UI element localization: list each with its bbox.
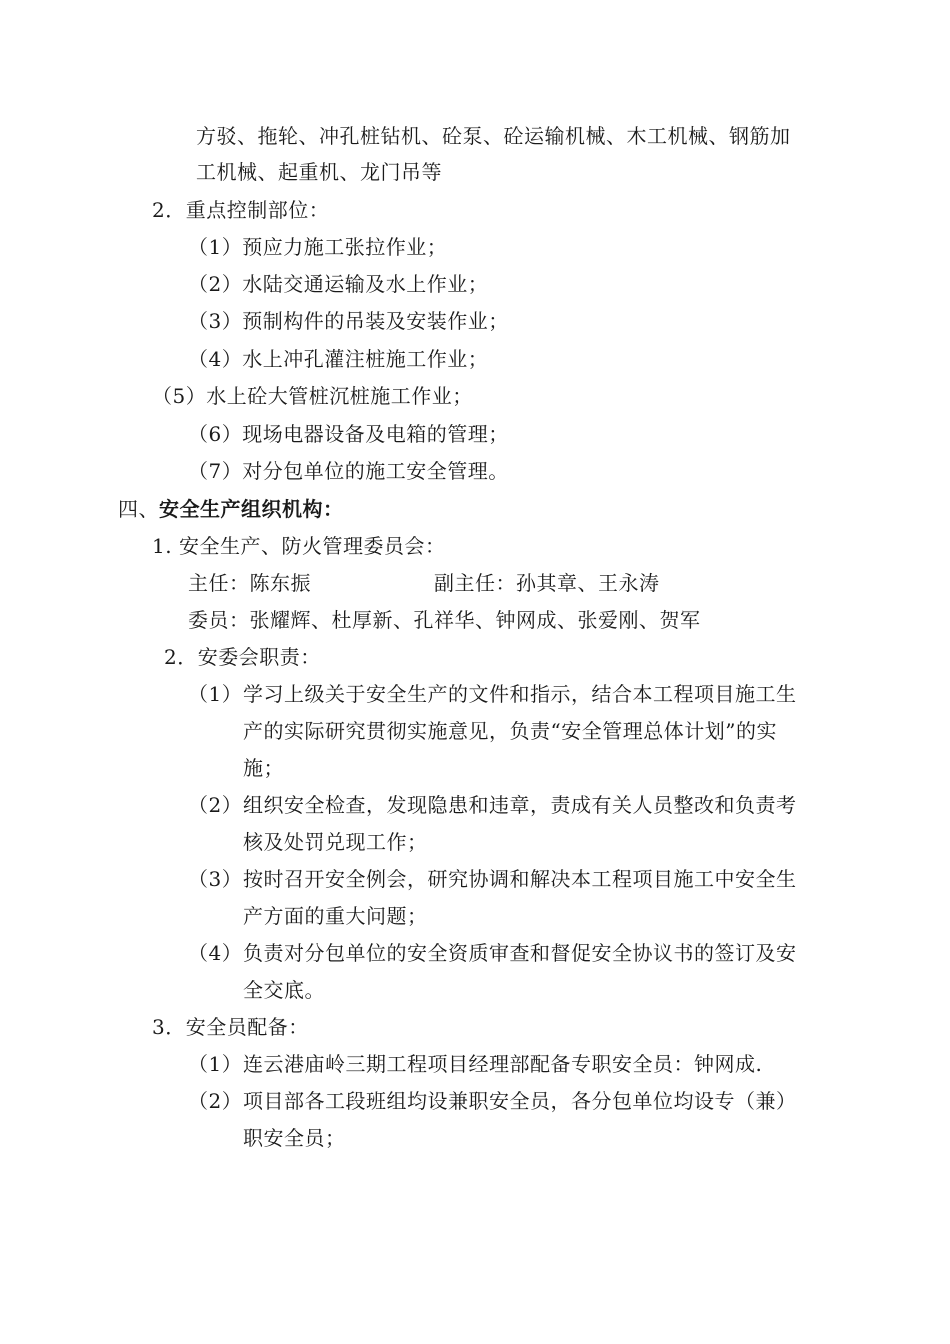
duty-item-text: 施；: [243, 756, 284, 780]
chapter-number: 四、: [118, 497, 159, 521]
officers-heading: 3．安全员配备：: [152, 1015, 309, 1039]
body-text-line: 方驳、拖轮、冲孔桩钻机、砼泵、砼运输机械、木工机械、钢筋加: [196, 124, 791, 148]
duty-item-number: （2）: [188, 793, 243, 817]
duty-item-text: 负责对分包单位的安全资质审查和督促安全协议书的签订及安: [243, 941, 797, 965]
committee-director: 主任：陈东振: [188, 571, 311, 595]
list-item: （1）预应力施工张拉作业；: [188, 235, 448, 259]
list-item: （2）水陆交通运输及水上作业；: [188, 272, 489, 296]
committee-deputy-director: 副主任：孙其章、王永涛: [434, 571, 660, 595]
officer-item-text: 项目部各工段班组均设兼职安全员，各分包单位均设专（兼）: [243, 1089, 797, 1113]
officer-item-number: （1）: [188, 1052, 243, 1076]
duty-item-number: （1）: [188, 682, 243, 706]
officer-item-text: 职安全员；: [243, 1126, 346, 1150]
duty-item-text: 产方面的重大问题；: [243, 904, 428, 928]
duty-item-text: 全交底。: [243, 978, 325, 1002]
duty-item-text: 产的实际研究贯彻实施意见，负责“安全管理总体计划”的实: [243, 719, 777, 743]
committee-heading: 1. 安全生产、防火管理委员会：: [152, 534, 446, 558]
list-item: （5）水上砼大管桩沉桩施工作业；: [152, 384, 473, 408]
duty-item-text: 学习上级关于安全生产的文件和指示，结合本工程项目施工生: [243, 682, 797, 706]
duty-item-text: 组织安全检查，发现隐患和违章，责成有关人员整改和负责考: [243, 793, 797, 817]
duty-item-number: （4）: [188, 941, 243, 965]
chapter-heading: [118, 495, 344, 523]
section-heading-key-control-points: 2．重点控制部位：: [152, 198, 330, 222]
duty-item-text: 按时召开安全例会，研究协调和解决本工程项目施工中安全生: [243, 867, 797, 891]
officer-item-number: （2）: [188, 1089, 243, 1113]
list-item: （4）水上冲孔灌注桩施工作业；: [188, 347, 489, 371]
chapter-title: 安全生产组织机构：: [159, 497, 344, 521]
duty-item-text: 核及处罚兑现工作；: [243, 830, 428, 854]
list-item: （6）现场电器设备及电箱的管理；: [188, 422, 509, 446]
body-text-line: 工机械、起重机、龙门吊等: [196, 160, 442, 184]
committee-members: 委员：张耀辉、杜厚新、孔祥华、钟网成、张爱刚、贺军: [188, 608, 701, 632]
list-item: （7）对分包单位的施工安全管理。: [188, 459, 509, 483]
officer-item-text: 连云港庙岭三期工程项目经理部配备专职安全员：钟网成.: [243, 1052, 763, 1076]
list-item: （3）预制构件的吊装及安装作业；: [188, 309, 509, 333]
duties-heading: 2．安委会职责：: [164, 645, 321, 669]
duty-item-number: （3）: [188, 867, 243, 891]
